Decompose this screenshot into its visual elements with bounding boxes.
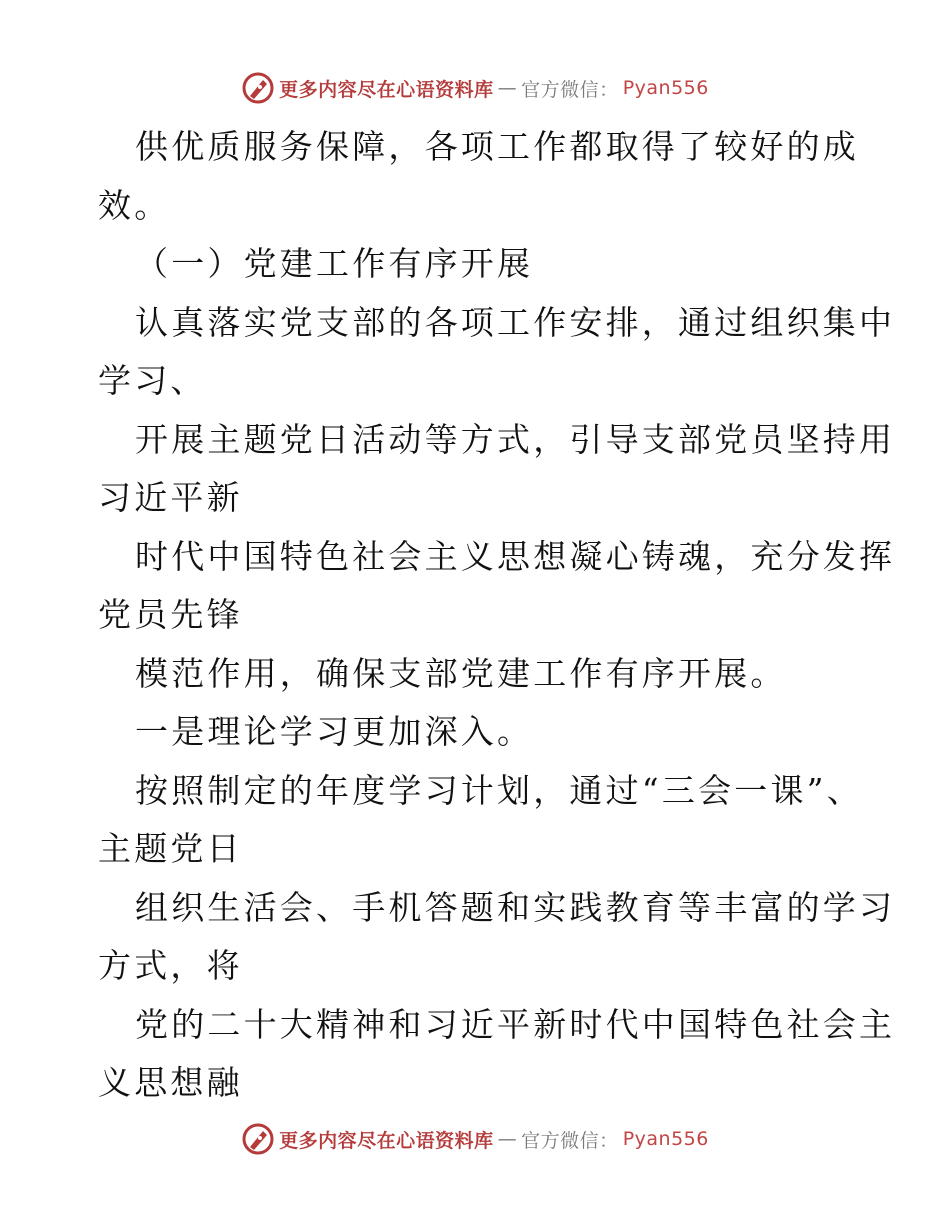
footer-watermark (0, 1122, 950, 1156)
body-line: 组织生活会、手机答题和实践教育等丰富的学习 (135, 887, 896, 927)
body-line: 一是理论学习更加深入。 (135, 712, 534, 751)
body-line: 方式，将 (98, 946, 243, 985)
body-line: 供优质服务保障，各项工作都取得了较好的成 (135, 127, 859, 166)
pen-nib-logo-icon (241, 71, 275, 105)
watermark-account: Pyan556 (622, 1128, 709, 1150)
body-line: 主题党日 (98, 829, 243, 868)
watermark-brand: 更多内容尽在心语资料库 (279, 1129, 494, 1152)
section-heading: （一）党建工作有序开展 (135, 244, 534, 283)
body-line: 党员先锋 (98, 595, 243, 634)
document-body (98, 118, 896, 1113)
pen-nib-logo-icon (241, 1122, 275, 1156)
watermark-account: Pyan556 (622, 77, 709, 99)
body-line: 义思想融 (98, 1063, 243, 1102)
watermark-brand: 更多内容尽在心语资料库 (279, 78, 494, 101)
body-line: 党的二十大精神和习近平新时代中国特色社会主 (135, 1004, 896, 1044)
watermark-label: 官方微信： (521, 1129, 619, 1152)
body-line: 效。 (98, 185, 171, 225)
body-line: 学习、 (98, 361, 207, 400)
watermark-label: 官方微信： (521, 78, 619, 101)
body-line: 认真落实党支部的各项工作安排，通过组织集中 (135, 302, 896, 342)
watermark-dash: — (497, 1128, 518, 1150)
body-line: 模范作用，确保支部党建工作有序开展。 (135, 653, 787, 693)
body-line: 习近平新 (98, 478, 243, 517)
body-line: 时代中国特色社会主义思想凝心铸魂，充分发挥 (135, 536, 896, 576)
body-line: 按照制定的年度学习计划，通过“三会一课”、 (135, 770, 863, 810)
body-line: 开展主题党日活动等方式，引导支部党员坚持用 (135, 419, 896, 459)
watermark-dash: — (497, 77, 518, 99)
header-watermark (0, 71, 950, 105)
